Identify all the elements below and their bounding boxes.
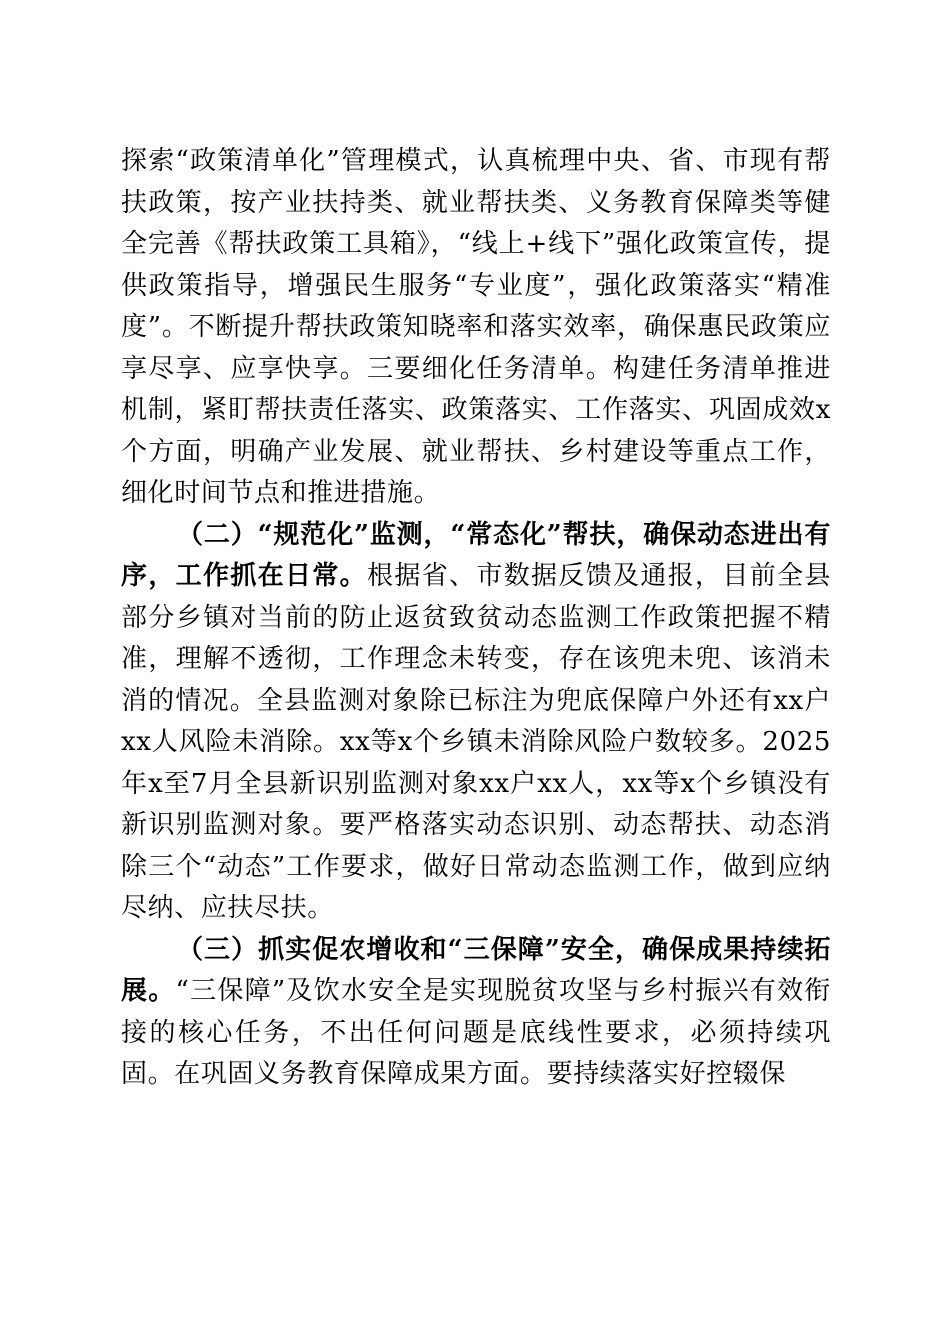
paragraph-2-heading: （二）“规范化”监测，“常态化”帮扶，确保动态进出有序，工作抓在日常。 [121,519,831,591]
paragraph-3 [121,930,831,1096]
paragraph-2-text: 根据省、市数据反馈及通报，目前全县部分乡镇对当前的防止返贫致贫动态监测工作政策把握不精准，理解不透彻，工作理念未转变，存在该兜未兜、该消未消的情况。全县监测对象除已标注为兜底保障户外还有xx户xx人风险未消除。xx等x个乡镇未消除风险户数较多。2025年x至7月全县新识别监测对象xx户xx人，xx等x个乡镇没有新识别监测对象。要严格落实动态识别、动态帮扶、动态消除三个“动态”工作要求，做好日常动态监测工作，做到应纳尽纳、应扶尽扶。 [121,561,832,923]
paragraph-2 [121,515,831,930]
document-body [121,141,831,1096]
paragraph-1-text: 探索“政策清单化”管理模式，认真梳理中央、省、市现有帮扶政策，按产业扶持类、就业帮扶类、义务教育保障类等健全完善《帮扶政策工具箱》，“线上+线下”强化政策宣传，提供政策指导，增强民生服务“专业度”，强化政策落实“精准度”。不断提升帮扶政策知晓率和落实效率，确保惠民政策应享尽享、应享快享。三要细化任务清单。构建任务清单推进机制，紧盯帮扶责任落实、政策落实、工作落实、巩固成效x个方面，明确产业发展、就业帮扶、乡村建设等重点工作，细化时间节点和推进措施。 [121,146,831,508]
paragraph-1 [121,141,831,515]
paragraph-3-heading: （三）抓实促农增收和“三保障”安全，确保成果持续拓展。 [121,934,831,1006]
paragraph-3-text: “三保障”及饮水安全是实现脱贫攻坚与乡村振兴有效衔接的核心任务，不出任何问题是底线性要求，必须持续巩固。在巩固义务教育保障成果方面。要持续落实好控辍保 [121,976,831,1089]
